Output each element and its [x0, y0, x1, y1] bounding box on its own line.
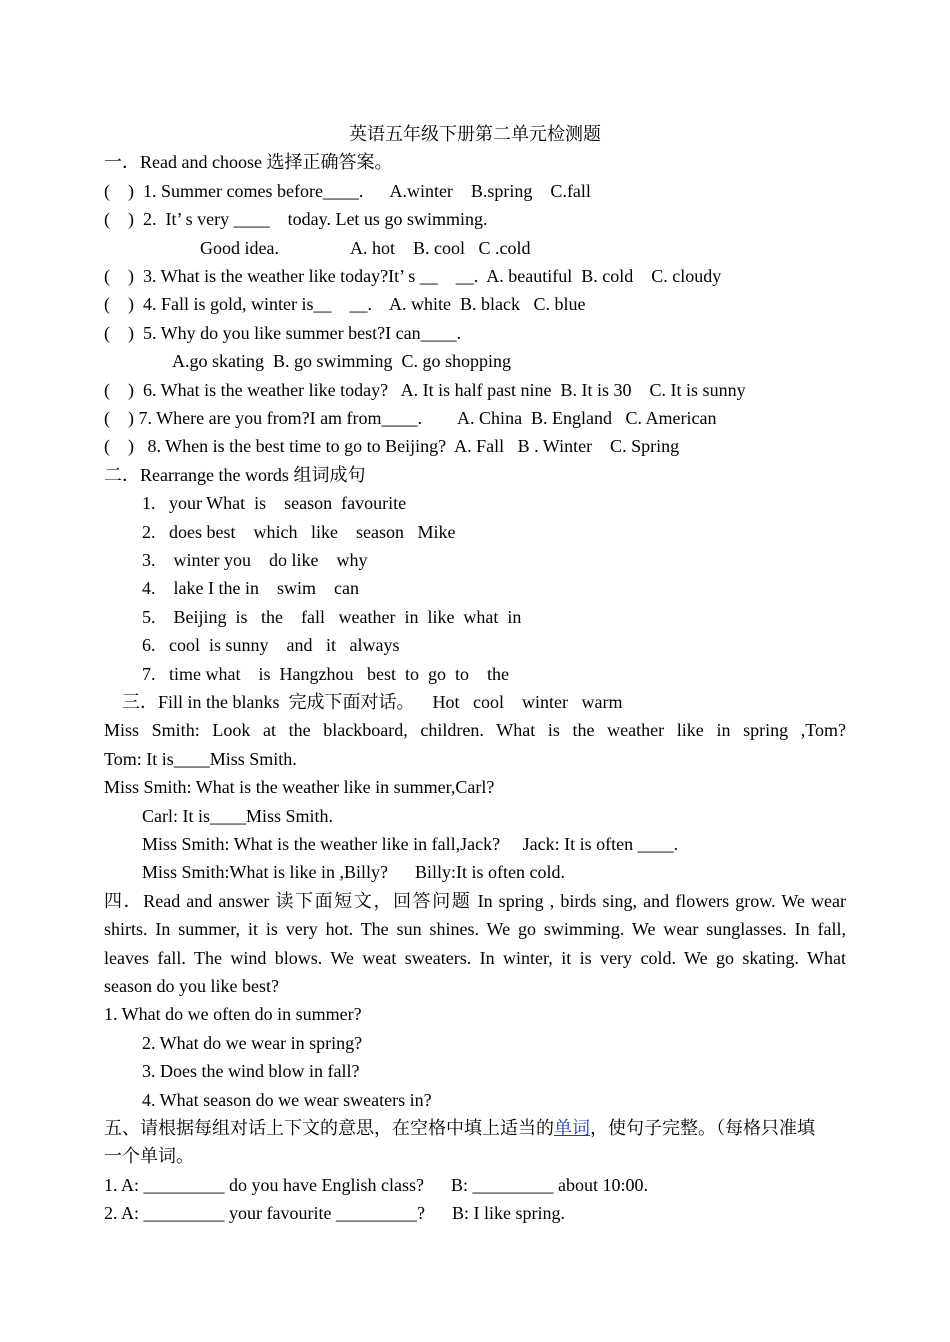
- section1-question-5-options: A.go skating B. go swimming C. go shopping: [172, 351, 512, 371]
- section3-heading: 三．Fill in the blanks 完成下面对话。 Hot cool winter warm: [122, 692, 623, 712]
- section1-heading: 一．Read and choose 选择正确答案。: [104, 152, 393, 172]
- section5-instruction-text: 五、请根据每组对话上下文的意思，在空格中填上适当的: [104, 1118, 554, 1138]
- section4-passage-line: shirts. In summer, it is very hot. The sun shines. We go swimming. We wear sunglasses. In fall,: [104, 919, 846, 939]
- section5-question: 2. A: _________ your favourite _________? B: I like spring.: [104, 1203, 565, 1223]
- section2-item: 6. cool is sunny and it always: [142, 635, 400, 655]
- section1-question-2-options: Good idea. A. hot B. cool C .cold: [200, 238, 531, 258]
- section3-dialog-line: Miss Smith: What is the weather like in fall,Jack? Jack: It is often ____.: [142, 834, 679, 854]
- section3-dialog-line: Tom: It is____Miss Smith.: [104, 749, 297, 769]
- section1-question-7: ( ) 7. Where are you from?I am from____. A. China B. England C. American: [104, 408, 717, 428]
- section3-dialog-line: Miss Smith:What is like in ,Billy? Billy:It is often cold.: [142, 862, 565, 882]
- section4-question: 4. What season do we wear sweaters in?: [142, 1090, 432, 1110]
- section2-item: 3. winter you do like why: [142, 550, 368, 570]
- section3-dialog-line: Miss Smith: What is the weather like in summer,Carl?: [104, 777, 495, 797]
- section5-instruction-text: ，使句子完整。（每格只准填: [590, 1118, 815, 1138]
- section2-heading: 二．Rearrange the words 组词成句: [104, 465, 366, 485]
- section2-item: 1. your What is season favourite: [142, 493, 407, 513]
- section2-item: 4. lake I the in swim can: [142, 578, 359, 598]
- section1-question-3: ( ) 3. What is the weather like today?It’ s __ __. A. beautiful B. cold C. cloudy: [104, 266, 722, 286]
- section3-dialog-line: Carl: It is____Miss Smith.: [142, 806, 334, 826]
- section1-question-6: ( ) 6. What is the weather like today? A. It is half past nine B. It is 30 C. It is sunny: [104, 380, 746, 400]
- section4-question: 1. What do we often do in summer?: [104, 1004, 362, 1024]
- section5-instruction: [104, 1114, 846, 1142]
- section1-question-1: ( ) 1. Summer comes before____. A.winter B.spring C.fall: [104, 181, 591, 201]
- section1-question-4: ( ) 4. Fall is gold, winter is__ __. A. white B. black C. blue: [104, 294, 586, 314]
- section4-passage-line: leaves fall. The wind blows. We weat sweaters. In winter, it is very cold. We go skating. What: [104, 948, 846, 968]
- section4-question: 2. What do we wear in spring?: [142, 1033, 363, 1053]
- section2-item: 7. time what is Hangzhou best to go to the: [142, 664, 509, 684]
- section1-question-2: ( ) 2. It’ s very ____ today. Let us go swimming.: [104, 209, 488, 229]
- section4-question: 3. Does the wind blow in fall?: [142, 1061, 360, 1081]
- section2-item: 5. Beijing is the fall weather in like what in: [142, 607, 522, 627]
- section5-instruction-line2: 一个单词。: [104, 1146, 194, 1166]
- word-link[interactable]: 单词: [554, 1118, 590, 1138]
- section4-passage-line: season do you like best?: [104, 976, 279, 996]
- page-title: 英语五年级下册第二单元检测题: [349, 124, 601, 144]
- section3-dialog-line: Miss Smith: Look at the blackboard, children. What is the weather like in spring ,Tom?: [104, 720, 846, 740]
- section5-question: 1. A: _________ do you have English class? B: _________ about 10:00.: [104, 1175, 648, 1195]
- section2-item: 2. does best which like season Mike: [142, 522, 456, 542]
- section4-passage-line: 四．Read and answer 读下面短文，回答问题 In spring , birds sing, and flowers grow. We wear: [104, 891, 846, 911]
- section1-question-8: ( ) 8. When is the best time to go to Beijing? A. Fall B . Winter C. Spring: [104, 436, 680, 456]
- section1-question-5: ( ) 5. Why do you like summer best?I can____.: [104, 323, 462, 343]
